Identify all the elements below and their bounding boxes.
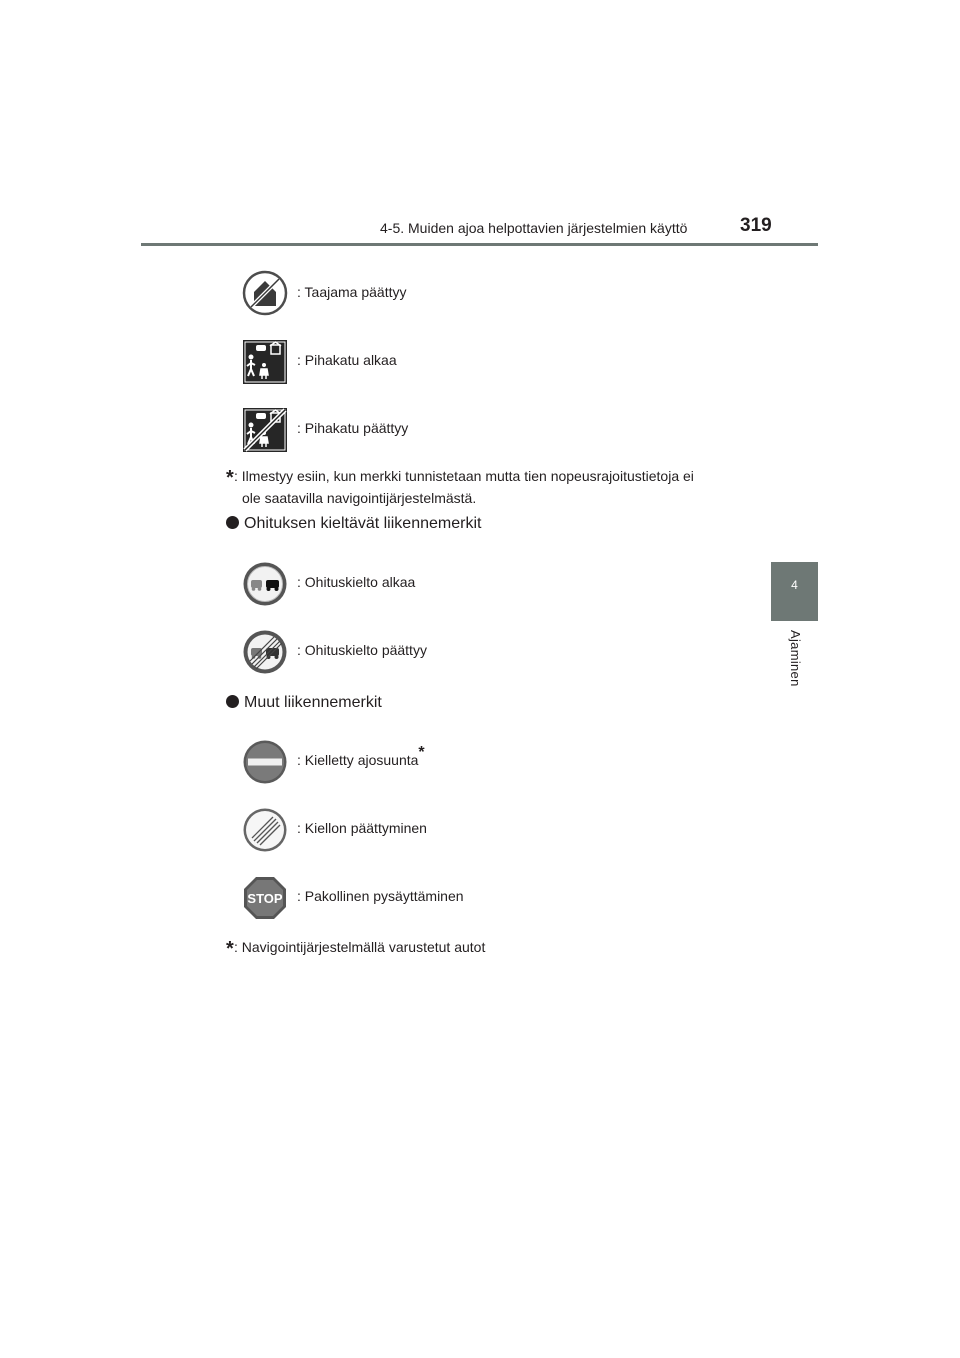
stop-sign-text: STOP [247,891,283,906]
footnote-marker: * [226,938,234,960]
chapter-tab: 4 [771,562,818,621]
header-rule [141,243,818,246]
urban-area-end-sign-icon [242,270,288,316]
sign-label-residential-zone-end: : Pihakatu päättyy [297,420,409,436]
bullet-icon [226,695,239,708]
chapter-label: Ajaminen [788,630,803,687]
footnote-navigation [226,937,485,959]
section-heading-text: Ohituksen kieltävät liikennemerkit [244,515,482,532]
sign-label-residential-zone-start: : Pihakatu alkaa [297,352,397,368]
residential-zone-end-sign-icon [242,407,288,453]
no-entry-sign-icon [242,739,288,785]
sign-label-urban-area-end: : Taajama päättyy [297,284,407,300]
footnote-marker: * [226,467,234,489]
section-heading-text: Muut liikennemerkit [244,694,382,711]
no-overtaking-end-sign-icon [242,629,288,675]
footnote-marker: * [418,744,425,762]
footnote-text-line1: : Ilmestyy esiin, kun merkki tunnistetaan mutta tien nopeusrajoitustietoja ei [234,468,694,484]
footnote-speed-data [226,466,694,508]
stop-sign-icon [242,875,288,921]
bullet-icon [226,516,239,529]
header-title: 4-5. Muiden ajoa helpottavien järjestelmien käyttö [380,220,688,236]
sign-label-no-overtaking-end: : Ohituskielto päättyy [297,642,427,658]
footnote-text-line2: ole saatavilla navigointijärjestelmästä. [242,490,477,506]
sign-label-end-of-restrictions: : Kiellon päättyminen [297,820,427,836]
section-heading-other-signs [226,694,382,712]
footnote-text: : Navigointijärjestelmällä varustetut autot [234,939,486,955]
sign-label-stop: : Pakollinen pysäyttäminen [297,888,464,904]
end-of-restrictions-sign-icon [242,807,288,853]
sign-label-no-overtaking-start: : Ohituskielto alkaa [297,574,416,590]
sign-label-no-entry-text: : Kielletty ajosuunta [297,752,419,768]
no-overtaking-sign-icon [242,561,288,607]
sign-label-no-entry [297,744,425,768]
page-number: 319 [740,215,772,236]
residential-zone-start-sign-icon [242,339,288,385]
section-heading-no-overtaking [226,515,481,533]
